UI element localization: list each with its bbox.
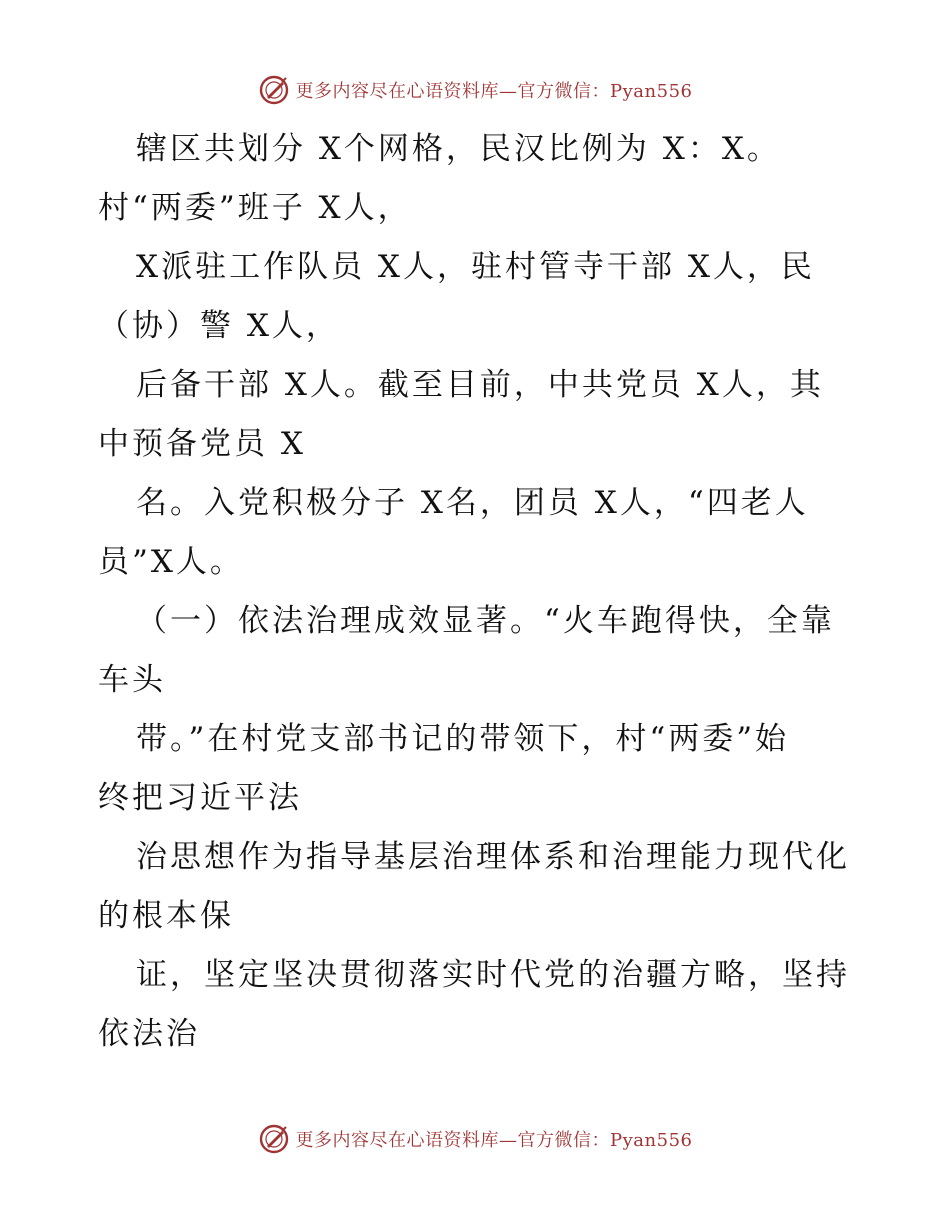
body-line: 员”X人。: [98, 544, 244, 580]
body-line: （协）警 X人，: [98, 308, 340, 344]
document-body: [98, 120, 868, 1064]
body-line: 车头: [98, 662, 166, 698]
body-line: 证，坚定坚决贯彻落实时代党的治疆方略，坚持: [136, 957, 850, 993]
body-line: 治思想作为指导基层治理体系和治理能力现代化: [136, 839, 850, 875]
body-line: 带。”在村党支部书记的带领下，村“两委”始: [136, 721, 790, 757]
footer-banner-text: 更多内容尽在心语资料库—官方微信：Pyan556: [295, 1130, 693, 1151]
body-line: 终把习近平法: [98, 780, 302, 816]
body-line: 后备干部 X人。截至目前，中共党员 X人，其: [136, 367, 824, 403]
header-banner: [0, 72, 950, 108]
body-line: X派驻工作队员 X人，驻村管寺干部 X人，民: [136, 249, 815, 285]
quill-seal-icon: [258, 74, 290, 106]
body-line: 的根本保: [98, 898, 234, 934]
body-line: 村“两委”班子 X人，: [98, 190, 412, 226]
body-line: 辖区共划分 X个网格，民汉比例为 X：X。: [136, 131, 781, 167]
footer-banner: [0, 1121, 950, 1157]
body-line: （一）依法治理成效显著。“火车跑得快，全靠: [136, 603, 835, 639]
body-line: 依法治: [98, 1016, 200, 1052]
quill-seal-icon: [258, 1123, 290, 1155]
body-line: 中预备党员 X: [98, 426, 306, 462]
header-banner-text: 更多内容尽在心语资料库—官方微信：Pyan556: [295, 81, 693, 102]
body-line: 名。入党积极分子 X名，团员 X人，“四老人: [136, 485, 809, 521]
